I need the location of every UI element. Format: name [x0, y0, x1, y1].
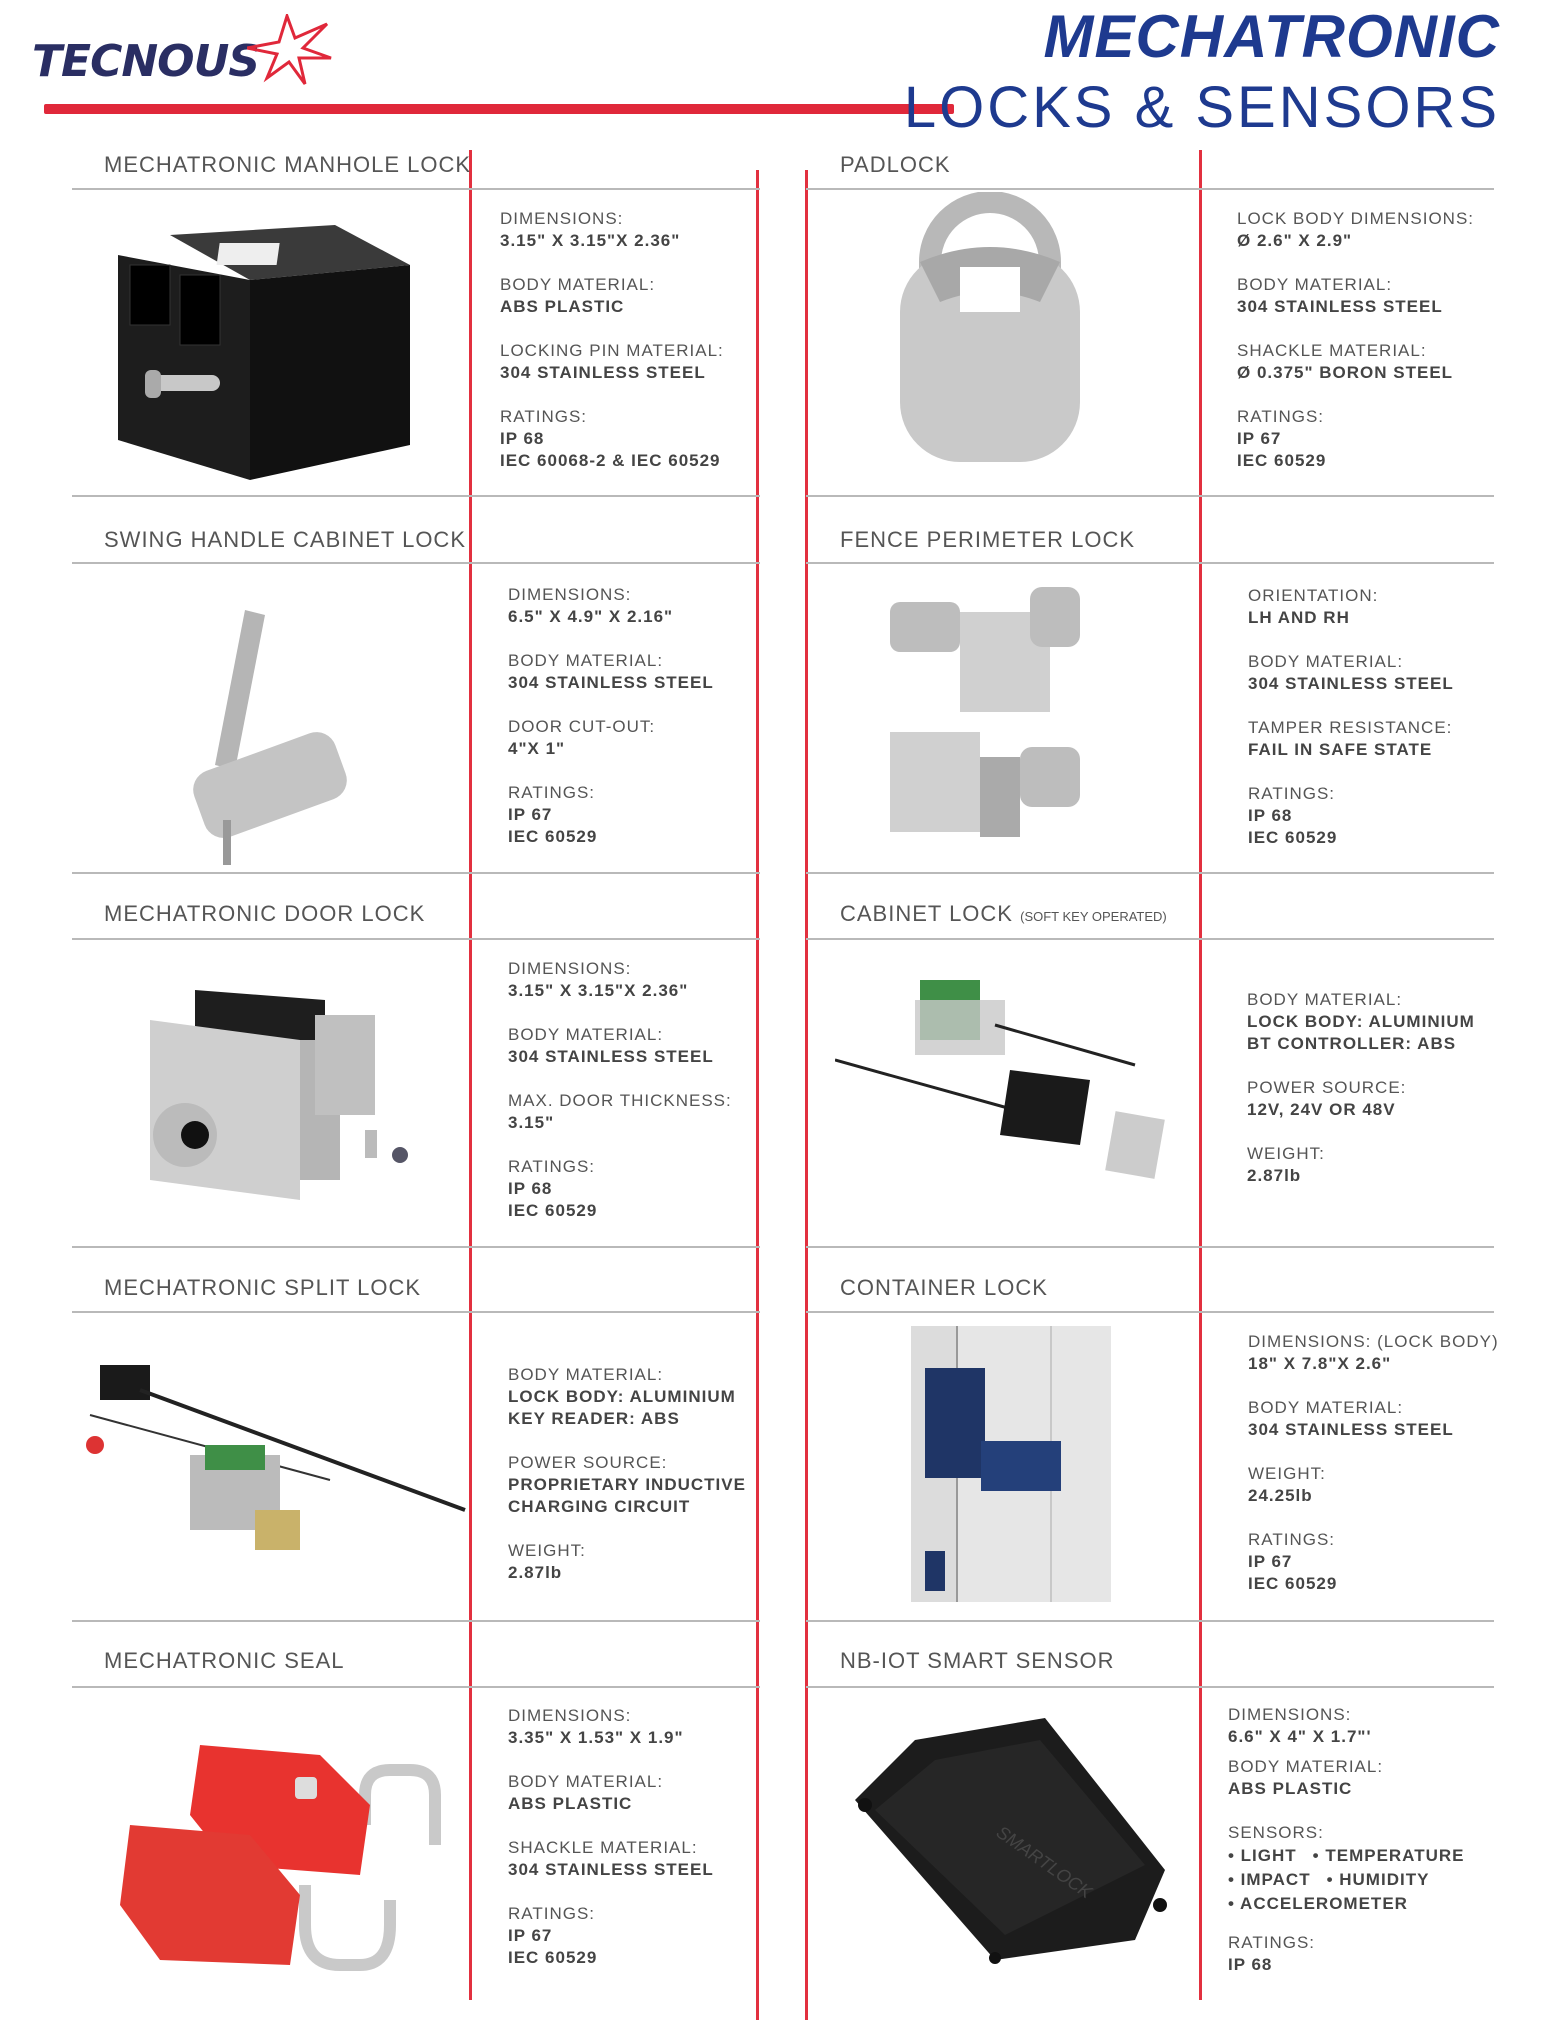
spec-value: 24.25lb	[1248, 1486, 1313, 1505]
spec-label: MAX. DOOR THICKNESS:	[508, 1091, 732, 1110]
spec-label: BODY MATERIAL:	[508, 1025, 664, 1044]
sensor-item: • ACCELEROMETER	[1228, 1894, 1408, 1913]
spec-value: PROPRIETARY INDUCTIVE CHARGING CIRCUIT	[508, 1475, 746, 1516]
spec-label: RATINGS:	[500, 407, 588, 426]
spec-value: IP 67 IEC 60529	[508, 1926, 598, 1967]
cabinet-title-note: (SOFT KEY OPERATED)	[1020, 909, 1167, 924]
tecnous-logo	[32, 20, 322, 90]
spec-value: 2.87lb	[1247, 1166, 1302, 1185]
spec-value: 304 STAINLESS STEEL	[508, 1047, 714, 1066]
spec-label: RATINGS:	[508, 1904, 596, 1923]
column-divider-2	[756, 170, 759, 2020]
cabinet-title-text: CABINET LOCK	[840, 901, 1013, 926]
spec-value: 304 STAINLESS STEEL	[508, 1860, 714, 1879]
row-rule	[72, 562, 760, 564]
section-title-seal: MECHATRONIC SEAL	[104, 1648, 345, 1673]
spec-value: IP 67 IEC 60529	[1248, 1552, 1338, 1593]
spec-value: 304 STAINLESS STEEL	[1237, 297, 1443, 316]
logo-text: TECNOUS	[32, 36, 260, 87]
spec-value: IP 67 IEC 60529	[1237, 429, 1327, 470]
spec-label: RATINGS:	[1228, 1933, 1316, 1952]
spec-value: 3.35" X 1.53" X 1.9"	[508, 1728, 684, 1747]
sensor-item: • LIGHT	[1228, 1846, 1297, 1865]
sensor-item: • HUMIDITY	[1326, 1870, 1430, 1889]
split-lock-image	[70, 1360, 470, 1560]
spec-label: ORIENTATION:	[1248, 586, 1379, 605]
spec-value: ABS PLASTIC	[508, 1794, 633, 1813]
spec-label: BODY MATERIAL:	[508, 1365, 664, 1384]
section-title-container-lock: CONTAINER LOCK	[840, 1275, 1048, 1300]
fence-lock-image	[880, 582, 1090, 852]
row-rule	[72, 1311, 760, 1313]
spec-value: 304 STAINLESS STEEL	[508, 673, 714, 692]
spec-value: Ø 0.375" BORON STEEL	[1237, 363, 1454, 382]
spec-label: BODY MATERIAL:	[508, 651, 664, 670]
section-title-cabinet-lock	[840, 901, 1167, 927]
spec-label: SHACKLE MATERIAL:	[1237, 341, 1427, 360]
spec-value: 18" X 7.8"X 2.6"	[1248, 1354, 1392, 1373]
spec-label: BODY MATERIAL:	[500, 275, 656, 294]
spec-label: RATINGS:	[1248, 1530, 1336, 1549]
section-title-fence-lock: FENCE PERIMETER LOCK	[840, 527, 1136, 552]
row-rule	[72, 1246, 760, 1248]
spec-label: RATINGS:	[1237, 407, 1325, 426]
spec-value: LH AND RH	[1248, 608, 1350, 627]
row-rule	[806, 872, 1494, 874]
spec-label: BODY MATERIAL:	[1237, 275, 1393, 294]
specs-manhole-lock	[500, 208, 724, 494]
spec-label: DIMENSIONS:	[508, 585, 632, 604]
spec-value: 4"X 1"	[508, 739, 566, 758]
spec-value: IP 68 IEC 60068-2 & IEC 60529	[500, 429, 721, 470]
door-lock-image	[140, 980, 430, 1210]
spec-value: LOCK BODY: ALUMINIUM KEY READER: ABS	[508, 1387, 736, 1428]
spec-label: DIMENSIONS:	[508, 1706, 632, 1725]
spec-label: BODY MATERIAL:	[1248, 1398, 1404, 1417]
spec-label: LOCKING PIN MATERIAL:	[500, 341, 724, 360]
specs-padlock	[1237, 208, 1474, 494]
spec-value: 304 STAINLESS STEEL	[1248, 1420, 1454, 1439]
row-rule	[806, 188, 1494, 190]
spec-label: DOOR CUT-OUT:	[508, 717, 656, 736]
specs-door-lock	[508, 958, 732, 1244]
sensor-item: • TEMPERATURE	[1312, 1846, 1465, 1865]
spec-value: FAIL IN SAFE STATE	[1248, 740, 1433, 759]
spec-label: DIMENSIONS:	[508, 959, 632, 978]
row-rule	[806, 1246, 1494, 1248]
sensor-list	[1228, 1844, 1464, 1916]
spec-label: RATINGS:	[1248, 784, 1336, 803]
padlock-image	[880, 192, 1100, 482]
section-title-door-lock: MECHATRONIC DOOR LOCK	[104, 901, 426, 926]
spec-value: ABS PLASTIC	[500, 297, 625, 316]
spec-value: IP 67 IEC 60529	[508, 805, 598, 846]
smart-sensor-image	[845, 1710, 1175, 1965]
row-rule	[806, 1686, 1494, 1688]
spec-label: DIMENSIONS: (LOCK BODY)	[1248, 1332, 1499, 1351]
spec-value: 3.15" X 3.15"X 2.36"	[508, 981, 689, 1000]
page-title-line1: MECHATRONIC	[1043, 3, 1500, 70]
spec-value: Ø 2.6" X 2.9"	[1237, 231, 1353, 250]
spec-label: WEIGHT:	[508, 1541, 586, 1560]
spec-value: 304 STAINLESS STEEL	[500, 363, 706, 382]
spec-label: RATINGS:	[508, 783, 596, 802]
section-title-swing-handle-lock: SWING HANDLE CABINET LOCK	[104, 527, 466, 552]
row-rule	[806, 1311, 1494, 1313]
spec-value: ABS PLASTIC	[1228, 1779, 1353, 1798]
spec-label: WEIGHT:	[1247, 1144, 1325, 1163]
spec-label: BODY MATERIAL:	[508, 1772, 664, 1791]
spec-value: IP 68	[1228, 1955, 1273, 1974]
spec-value: IP 68 IEC 60529	[508, 1179, 598, 1220]
sensor-item: • IMPACT	[1228, 1870, 1311, 1889]
specs-cabinet-lock	[1247, 989, 1475, 1209]
specs-smart-sensor	[1228, 1704, 1464, 1998]
row-rule	[72, 188, 760, 190]
swing-handle-lock-image	[175, 600, 355, 870]
spec-label: BODY MATERIAL:	[1228, 1757, 1384, 1776]
section-title-padlock: PADLOCK	[840, 152, 951, 177]
starburst-icon	[247, 14, 332, 86]
svg-text:SMARTLOCK: SMARTLOCK	[992, 1821, 1096, 1903]
spec-label: BODY MATERIAL:	[1247, 990, 1403, 1009]
specs-seal	[508, 1705, 714, 1991]
row-rule	[72, 872, 760, 874]
container-lock-image	[911, 1326, 1111, 1602]
spec-value: 3.15" X 3.15"X 2.36"	[500, 231, 681, 250]
spec-value: LOCK BODY: ALUMINIUM BT CONTROLLER: ABS	[1247, 1012, 1475, 1053]
specs-fence-lock	[1248, 585, 1454, 871]
spec-label: BODY MATERIAL:	[1248, 652, 1404, 671]
row-rule	[72, 1686, 760, 1688]
header-red-rule	[44, 104, 954, 114]
spec-label: POWER SOURCE:	[508, 1453, 668, 1472]
spec-label: LOCK BODY DIMENSIONS:	[1237, 209, 1475, 228]
column-divider-4	[1199, 150, 1202, 2000]
row-rule	[72, 938, 760, 940]
seal-image	[120, 1735, 460, 1990]
spec-value: 2.87lb	[508, 1563, 563, 1582]
section-title-manhole-lock: MECHATRONIC MANHOLE LOCK	[104, 152, 472, 177]
specs-swing-handle-lock	[508, 584, 714, 870]
spec-label: SENSORS:	[1228, 1823, 1324, 1842]
cabinet-lock-image	[835, 970, 1175, 1210]
column-divider-3	[805, 170, 808, 2020]
row-rule	[806, 938, 1494, 940]
spec-value: 6.6" X 4" X 1.7"'	[1228, 1727, 1372, 1746]
spec-value: 304 STAINLESS STEEL	[1248, 674, 1454, 693]
spec-label: SHACKLE MATERIAL:	[508, 1838, 698, 1857]
spec-value: IP 68 IEC 60529	[1248, 806, 1338, 847]
spec-value: 6.5" X 4.9" X 2.16"	[508, 607, 674, 626]
row-rule	[806, 1620, 1494, 1622]
spec-label: TAMPER RESISTANCE:	[1248, 718, 1453, 737]
section-title-smart-sensor: NB-IOT SMART SENSOR	[840, 1648, 1115, 1673]
spec-value: 3.15"	[508, 1113, 555, 1132]
spec-label: DIMENSIONS:	[1228, 1705, 1352, 1724]
row-rule	[806, 495, 1494, 497]
column-divider-1	[469, 150, 472, 2000]
spec-label: RATINGS:	[508, 1157, 596, 1176]
row-rule	[806, 562, 1494, 564]
spec-label: POWER SOURCE:	[1247, 1078, 1407, 1097]
page-title-line2: LOCKS & SENSORS	[903, 75, 1500, 140]
specs-split-lock	[508, 1364, 746, 1606]
manhole-lock-image	[110, 205, 420, 485]
spec-label: WEIGHT:	[1248, 1464, 1326, 1483]
row-rule	[72, 495, 760, 497]
section-title-split-lock: MECHATRONIC SPLIT LOCK	[104, 1275, 422, 1300]
row-rule	[72, 1620, 760, 1622]
spec-label: DIMENSIONS:	[500, 209, 624, 228]
specs-container-lock	[1248, 1331, 1499, 1617]
spec-value: 12V, 24V OR 48V	[1247, 1100, 1396, 1119]
